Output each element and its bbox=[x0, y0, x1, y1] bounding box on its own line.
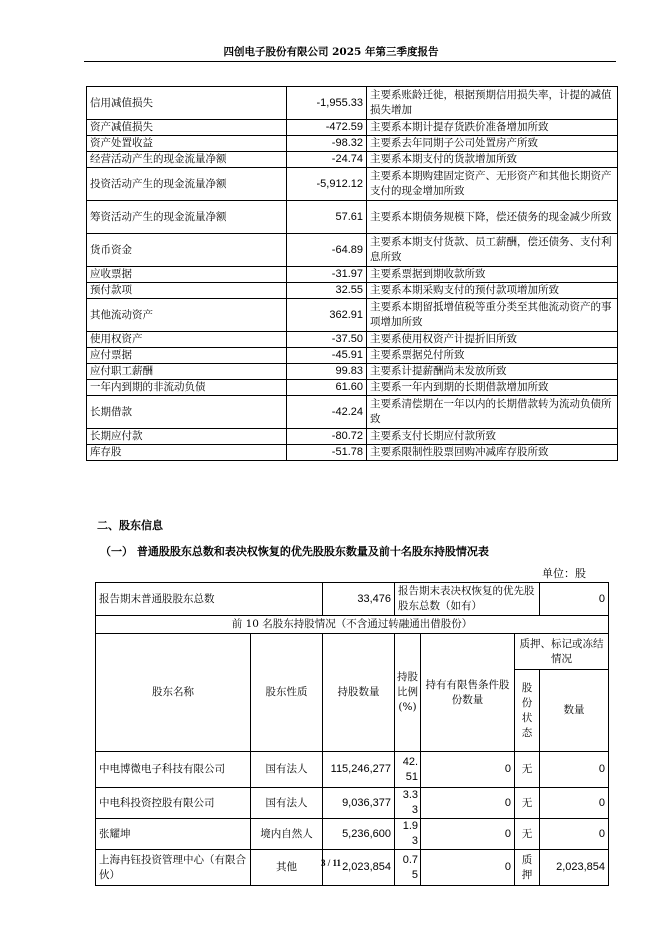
changes-item: 经营活动产生的现金流量净额 bbox=[87, 152, 287, 168]
shareholder-row bbox=[96, 788, 609, 819]
holder-restricted: 0 bbox=[421, 819, 515, 850]
changes-value: 32.55 bbox=[287, 283, 367, 299]
changes-row bbox=[87, 152, 618, 168]
changes-value: -472.59 bbox=[287, 120, 367, 136]
col-header-pledge: 质押、标记或冻结情况 bbox=[515, 634, 609, 670]
changes-value: -80.72 bbox=[287, 429, 367, 445]
col-header-pledge-qty: 数量 bbox=[540, 670, 609, 752]
top10-caption: 前 10 名股东持股情况（不含通过转融通出借股份） bbox=[96, 616, 609, 634]
holder-ratio: 0.75 bbox=[395, 850, 421, 886]
changes-item: 使用权资产 bbox=[87, 332, 287, 348]
holder-restricted: 0 bbox=[421, 752, 515, 788]
changes-table bbox=[86, 86, 618, 461]
changes-reason: 主要系一年内到期的长期借款增加所致 bbox=[367, 380, 618, 396]
changes-item: 长期应付款 bbox=[87, 429, 287, 445]
changes-reason: 主要系限制性股票回购冲减库存股所致 bbox=[367, 445, 618, 461]
changes-value: -1,955.33 bbox=[287, 87, 367, 120]
holder-name: 中电博微电子科技有限公司 bbox=[96, 752, 251, 788]
holder-shares: 9,036,377 bbox=[323, 788, 395, 819]
changes-row bbox=[87, 348, 618, 364]
changes-item: 应付票据 bbox=[87, 348, 287, 364]
changes-row bbox=[87, 283, 618, 299]
changes-row bbox=[87, 332, 618, 348]
col-header-shares: 持股数量 bbox=[323, 634, 395, 752]
page-header-title: 四创电子股份有限公司 2025 年第三季度报告 bbox=[223, 46, 439, 58]
changes-item: 长期借款 bbox=[87, 396, 287, 429]
changes-row bbox=[87, 87, 618, 120]
changes-value: -24.74 bbox=[287, 152, 367, 168]
changes-reason: 主要系支付长期应付款所致 bbox=[367, 429, 618, 445]
changes-value: -5,912.12 bbox=[287, 168, 367, 201]
pref-holders-value: 0 bbox=[540, 583, 609, 616]
col-header-nature: 股东性质 bbox=[251, 634, 323, 752]
changes-value: -98.32 bbox=[287, 136, 367, 152]
changes-value: 362.91 bbox=[287, 299, 367, 332]
holder-restricted: 0 bbox=[421, 850, 515, 886]
changes-item: 资产减值损失 bbox=[87, 120, 287, 136]
holder-shares: 5,236,600 bbox=[323, 819, 395, 850]
header-divider bbox=[84, 61, 616, 62]
changes-reason: 主要系本期计提存货跌价准备增加所致 bbox=[367, 120, 618, 136]
shareholders-table bbox=[95, 582, 609, 886]
changes-value: -64.89 bbox=[287, 234, 367, 267]
col-header-name: 股东名称 bbox=[96, 634, 251, 752]
changes-row bbox=[87, 299, 618, 332]
holder-pledge-qty: 0 bbox=[540, 788, 609, 819]
changes-reason: 主要系本期采购支付的预付款项增加所致 bbox=[367, 283, 618, 299]
changes-reason: 主要系计提薪酬尚未发放所致 bbox=[367, 364, 618, 380]
holder-name: 中电科投资控股有限公司 bbox=[96, 788, 251, 819]
total-holders-value: 33,476 bbox=[323, 583, 395, 616]
page-number: 3 / 11 bbox=[320, 858, 341, 868]
holder-nature: 其他 bbox=[251, 850, 323, 886]
changes-row bbox=[87, 429, 618, 445]
holder-name: 张耀坤 bbox=[96, 819, 251, 850]
shareholder-row bbox=[96, 752, 609, 788]
changes-item: 资产处置收益 bbox=[87, 136, 287, 152]
col-header-pledge-status: 股份状态 bbox=[515, 670, 540, 752]
changes-item: 应付职工薪酬 bbox=[87, 364, 287, 380]
changes-value: -42.24 bbox=[287, 396, 367, 429]
total-holders-label: 报告期末普通股股东总数 bbox=[96, 583, 323, 616]
changes-row bbox=[87, 234, 618, 267]
changes-item: 投资活动产生的现金流量净额 bbox=[87, 168, 287, 201]
changes-item: 其他流动资产 bbox=[87, 299, 287, 332]
holder-nature: 国有法人 bbox=[251, 788, 323, 819]
changes-reason: 主要系去年同期子公司处置房产所致 bbox=[367, 136, 618, 152]
changes-reason: 主要系账龄迁徙，根据预期信用损失率，计提的减值损失增加 bbox=[367, 87, 618, 120]
changes-row bbox=[87, 201, 618, 234]
subsection-title: （一） 普通股股东总数和表决权恢复的优先股股东数量及前十名股东持股情况表 bbox=[100, 545, 489, 558]
changes-reason: 主要系本期留抵增值税等重分类至其他流动资产的事项增加所致 bbox=[367, 299, 618, 332]
changes-item: 货币资金 bbox=[87, 234, 287, 267]
holder-ratio: 42.51 bbox=[395, 752, 421, 788]
changes-reason: 主要系清偿期在一年以内的长期借款转为流动负债所致 bbox=[367, 396, 618, 429]
changes-item: 筹资活动产生的现金流量净额 bbox=[87, 201, 287, 234]
changes-value: 61.60 bbox=[287, 380, 367, 396]
changes-item: 库存股 bbox=[87, 445, 287, 461]
changes-row bbox=[87, 120, 618, 136]
changes-reason: 主要系本期债务规模下降，偿还债务的现金减少所致 bbox=[367, 201, 618, 234]
holder-ratio: 1.93 bbox=[395, 819, 421, 850]
changes-value: -31.97 bbox=[287, 267, 367, 283]
col-header-ratio: 持股比例(%) bbox=[395, 634, 421, 752]
holder-shares: 2,023,854 bbox=[323, 850, 395, 886]
holder-pledge-status: 无 bbox=[515, 819, 540, 850]
changes-item: 一年内到期的非流动负债 bbox=[87, 380, 287, 396]
changes-value: -45.91 bbox=[287, 348, 367, 364]
changes-row bbox=[87, 136, 618, 152]
holder-nature: 境内自然人 bbox=[251, 819, 323, 850]
holder-shares: 115,246,277 bbox=[323, 752, 395, 788]
changes-reason: 主要系本期购建固定资产、无形资产和其他长期资产支付的现金增加所致 bbox=[367, 168, 618, 201]
holder-pledge-status: 质押 bbox=[515, 850, 540, 886]
holder-pledge-qty: 0 bbox=[540, 819, 609, 850]
holder-pledge-status: 无 bbox=[515, 752, 540, 788]
changes-row bbox=[87, 168, 618, 201]
changes-row bbox=[87, 396, 618, 429]
changes-value: -51.78 bbox=[287, 445, 367, 461]
changes-reason: 主要系本期支付货款、员工薪酬，偿还债务、支付利息所致 bbox=[367, 234, 618, 267]
holder-nature: 国有法人 bbox=[251, 752, 323, 788]
holder-ratio: 3.33 bbox=[395, 788, 421, 819]
holder-pledge-qty: 2,023,854 bbox=[540, 850, 609, 886]
changes-row bbox=[87, 364, 618, 380]
holder-restricted: 0 bbox=[421, 788, 515, 819]
holder-name: 上海冉钰投资管理中心（有限合伙） bbox=[96, 850, 251, 886]
changes-value: -37.50 bbox=[287, 332, 367, 348]
holder-pledge-status: 无 bbox=[515, 788, 540, 819]
pref-holders-label: 报告期末表决权恢复的优先股股东总数（如有） bbox=[395, 583, 540, 616]
changes-reason: 主要系使用权资产计提折旧所致 bbox=[367, 332, 618, 348]
changes-reason: 主要系票据到期收款所致 bbox=[367, 267, 618, 283]
changes-item: 应收票据 bbox=[87, 267, 287, 283]
changes-reason: 主要系本期支付的货款增加所致 bbox=[367, 152, 618, 168]
changes-reason: 主要系票据兑付所致 bbox=[367, 348, 618, 364]
shareholder-row bbox=[96, 819, 609, 850]
changes-row bbox=[87, 380, 618, 396]
col-header-restricted: 持有有限售条件股份数量 bbox=[421, 634, 515, 752]
unit-label: 单位：股 bbox=[542, 567, 586, 580]
changes-value: 57.61 bbox=[287, 201, 367, 234]
changes-row bbox=[87, 267, 618, 283]
changes-item: 预付款项 bbox=[87, 283, 287, 299]
holder-pledge-qty: 0 bbox=[540, 752, 609, 788]
changes-row bbox=[87, 445, 618, 461]
section-title: 二、股东信息 bbox=[97, 519, 163, 532]
changes-item: 信用减值损失 bbox=[87, 87, 287, 120]
changes-value: 99.83 bbox=[287, 364, 367, 380]
